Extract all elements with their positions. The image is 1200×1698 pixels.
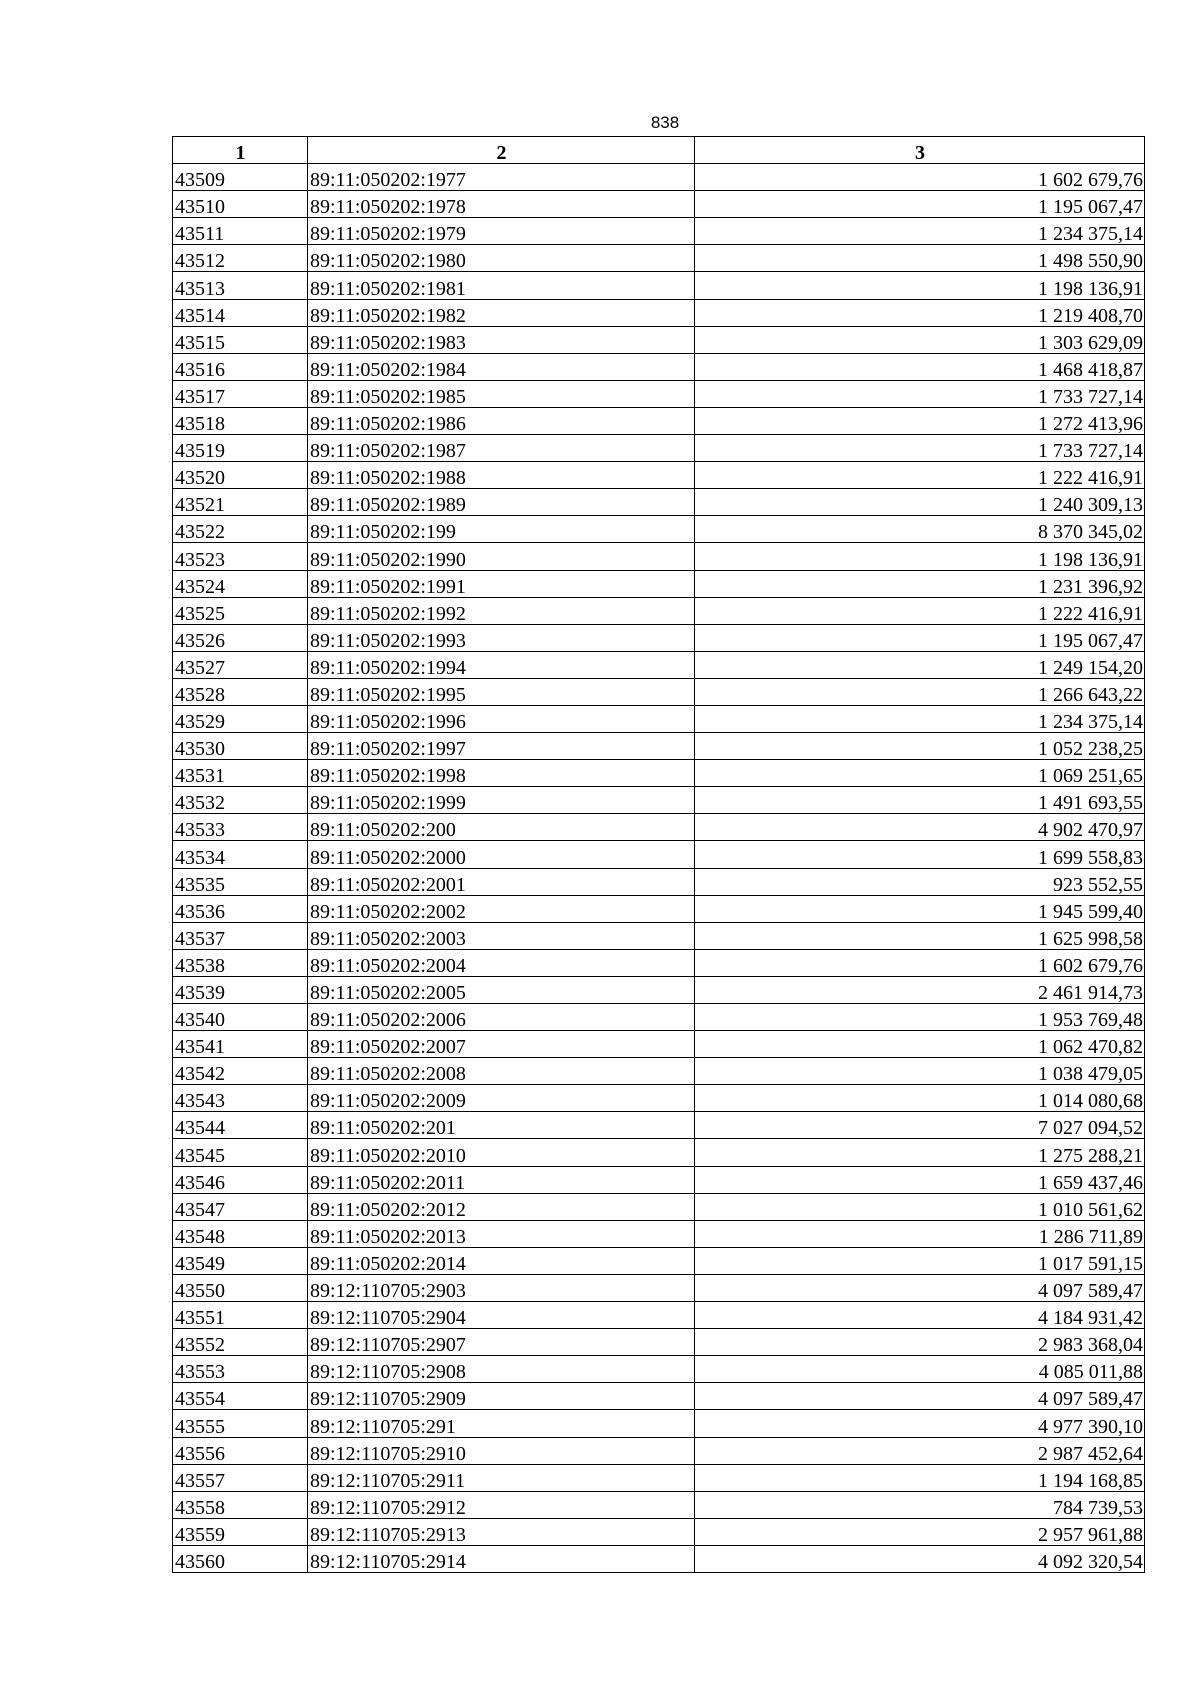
table-row <box>173 1112 1145 1139</box>
cadastral-value: 1 014 080,68 <box>695 1085 1145 1112</box>
header-col-3: 3 <box>695 137 1145 164</box>
row-number: 43511 <box>173 218 308 245</box>
cadastral-value: 1 234 375,14 <box>695 705 1145 732</box>
cadastral-value: 1 275 288,21 <box>695 1139 1145 1166</box>
header-row <box>173 137 1145 164</box>
row-number: 43534 <box>173 841 308 868</box>
table-row <box>173 922 1145 949</box>
cadastral-number: 89:11:050202:1988 <box>308 462 695 489</box>
table-row <box>173 1329 1145 1356</box>
cadastral-number: 89:11:050202:1989 <box>308 489 695 516</box>
table-row <box>173 1247 1145 1274</box>
cadastral-number: 89:11:050202:1987 <box>308 435 695 462</box>
row-number: 43550 <box>173 1274 308 1301</box>
row-number: 43523 <box>173 543 308 570</box>
cadastral-value: 1 195 067,47 <box>695 624 1145 651</box>
cadastral-number: 89:11:050202:2008 <box>308 1058 695 1085</box>
table-row <box>173 1383 1145 1410</box>
row-number: 43520 <box>173 462 308 489</box>
row-number: 43547 <box>173 1193 308 1220</box>
row-number: 43528 <box>173 678 308 705</box>
row-number: 43549 <box>173 1247 308 1274</box>
cadastral-value: 1 010 561,62 <box>695 1193 1145 1220</box>
cadastral-number: 89:11:050202:2002 <box>308 895 695 922</box>
cadastral-value: 4 092 320,54 <box>695 1545 1145 1572</box>
cadastral-value: 1 733 727,14 <box>695 380 1145 407</box>
row-number: 43518 <box>173 407 308 434</box>
cadastral-value: 1 286 711,89 <box>695 1220 1145 1247</box>
row-number: 43560 <box>173 1545 308 1572</box>
row-number: 43522 <box>173 516 308 543</box>
row-number: 43521 <box>173 489 308 516</box>
table-row <box>173 651 1145 678</box>
row-number: 43513 <box>173 272 308 299</box>
cadastral-number: 89:11:050202:1978 <box>308 191 695 218</box>
cadastral-value: 1 659 437,46 <box>695 1166 1145 1193</box>
row-number: 43543 <box>173 1085 308 1112</box>
row-number: 43525 <box>173 597 308 624</box>
cadastral-number: 89:11:050202:1999 <box>308 787 695 814</box>
cadastral-number: 89:12:110705:2907 <box>308 1329 695 1356</box>
row-number: 43515 <box>173 326 308 353</box>
row-number: 43526 <box>173 624 308 651</box>
row-number: 43556 <box>173 1437 308 1464</box>
cadastral-number: 89:11:050202:1995 <box>308 678 695 705</box>
table-row <box>173 1193 1145 1220</box>
cadastral-value: 2 987 452,64 <box>695 1437 1145 1464</box>
cadastral-number: 89:11:050202:1980 <box>308 245 695 272</box>
row-number: 43516 <box>173 353 308 380</box>
table-row <box>173 326 1145 353</box>
table-row <box>173 353 1145 380</box>
page-number: 838 <box>650 113 680 132</box>
row-number: 43545 <box>173 1139 308 1166</box>
table-row <box>173 760 1145 787</box>
row-number: 43530 <box>173 733 308 760</box>
table-row <box>173 164 1145 191</box>
table-row <box>173 1220 1145 1247</box>
row-number: 43548 <box>173 1220 308 1247</box>
cadastral-number: 89:11:050202:1991 <box>308 570 695 597</box>
cadastral-number: 89:11:050202:1993 <box>308 624 695 651</box>
table-row <box>173 976 1145 1003</box>
cadastral-value: 1 272 413,96 <box>695 407 1145 434</box>
cadastral-number: 89:11:050202:2010 <box>308 1139 695 1166</box>
cadastral-number: 89:11:050202:2006 <box>308 1004 695 1031</box>
cadastral-value: 1 733 727,14 <box>695 435 1145 462</box>
cadastral-value: 1 195 067,47 <box>695 191 1145 218</box>
table-row <box>173 814 1145 841</box>
cadastral-value: 1 953 769,48 <box>695 1004 1145 1031</box>
cadastral-value: 2 957 961,88 <box>695 1518 1145 1545</box>
cadastral-value: 1 945 599,40 <box>695 895 1145 922</box>
cadastral-number: 89:11:050202:1997 <box>308 733 695 760</box>
row-number: 43559 <box>173 1518 308 1545</box>
cadastral-value: 1 266 643,22 <box>695 678 1145 705</box>
row-number: 43553 <box>173 1356 308 1383</box>
cadastral-value: 1 194 168,85 <box>695 1464 1145 1491</box>
row-number: 43552 <box>173 1329 308 1356</box>
table-row <box>173 733 1145 760</box>
row-number: 43539 <box>173 976 308 1003</box>
cadastral-value: 2 461 914,73 <box>695 976 1145 1003</box>
cadastral-value: 1 602 679,76 <box>695 164 1145 191</box>
cadastral-number: 89:11:050202:1979 <box>308 218 695 245</box>
cadastral-value: 1 498 550,90 <box>695 245 1145 272</box>
row-number: 43558 <box>173 1491 308 1518</box>
cadastral-value: 1 240 309,13 <box>695 489 1145 516</box>
cadastral-number: 89:11:050202:1985 <box>308 380 695 407</box>
cadastral-number: 89:11:050202:2000 <box>308 841 695 868</box>
cadastral-number: 89:12:110705:2911 <box>308 1464 695 1491</box>
table-row <box>173 1464 1145 1491</box>
cadastral-number: 89:11:050202:200 <box>308 814 695 841</box>
table-row <box>173 1139 1145 1166</box>
cadastral-number: 89:11:050202:2003 <box>308 922 695 949</box>
table-row <box>173 895 1145 922</box>
cadastral-value: 784 739,53 <box>695 1491 1145 1518</box>
cadastral-number: 89:11:050202:1983 <box>308 326 695 353</box>
cadastral-value: 1 234 375,14 <box>695 218 1145 245</box>
cadastral-number: 89:11:050202:2013 <box>308 1220 695 1247</box>
cadastral-number: 89:11:050202:1986 <box>308 407 695 434</box>
row-number: 43519 <box>173 435 308 462</box>
table-row <box>173 949 1145 976</box>
table-row <box>173 1166 1145 1193</box>
row-number: 43533 <box>173 814 308 841</box>
table-row <box>173 570 1145 597</box>
table-row <box>173 1004 1145 1031</box>
row-number: 43514 <box>173 299 308 326</box>
cadastral-value: 1 038 479,05 <box>695 1058 1145 1085</box>
cadastral-value-table <box>172 136 1145 1573</box>
row-number: 43537 <box>173 922 308 949</box>
cadastral-value: 1 052 238,25 <box>695 733 1145 760</box>
row-number: 43509 <box>173 164 308 191</box>
table-row <box>173 1491 1145 1518</box>
table-row <box>173 1356 1145 1383</box>
row-number: 43510 <box>173 191 308 218</box>
cadastral-number: 89:11:050202:199 <box>308 516 695 543</box>
table-row <box>173 543 1145 570</box>
cadastral-number: 89:12:110705:291 <box>308 1410 695 1437</box>
cadastral-value: 1 017 591,15 <box>695 1247 1145 1274</box>
table-row <box>173 1437 1145 1464</box>
table-row <box>173 516 1145 543</box>
row-number: 43555 <box>173 1410 308 1437</box>
table-row <box>173 435 1145 462</box>
row-number: 43512 <box>173 245 308 272</box>
table-row <box>173 1031 1145 1058</box>
row-number: 43541 <box>173 1031 308 1058</box>
table-row <box>173 1518 1145 1545</box>
cadastral-number: 89:12:110705:2914 <box>308 1545 695 1572</box>
row-number: 43535 <box>173 868 308 895</box>
cadastral-value: 1 231 396,92 <box>695 570 1145 597</box>
cadastral-number: 89:11:050202:2004 <box>308 949 695 976</box>
table-row <box>173 489 1145 516</box>
cadastral-number: 89:11:050202:1982 <box>308 299 695 326</box>
cadastral-number: 89:11:050202:1994 <box>308 651 695 678</box>
cadastral-number: 89:11:050202:1981 <box>308 272 695 299</box>
row-number: 43529 <box>173 705 308 732</box>
row-number: 43531 <box>173 760 308 787</box>
row-number: 43557 <box>173 1464 308 1491</box>
cadastral-number: 89:11:050202:1998 <box>308 760 695 787</box>
cadastral-value: 1 303 629,09 <box>695 326 1145 353</box>
row-number: 43517 <box>173 380 308 407</box>
cadastral-value: 1 198 136,91 <box>695 543 1145 570</box>
row-number: 43554 <box>173 1383 308 1410</box>
table-row <box>173 678 1145 705</box>
cadastral-number: 89:11:050202:2007 <box>308 1031 695 1058</box>
cadastral-value: 1 069 251,65 <box>695 760 1145 787</box>
cadastral-value: 1 468 418,87 <box>695 353 1145 380</box>
table-row <box>173 191 1145 218</box>
cadastral-value: 1 249 154,20 <box>695 651 1145 678</box>
cadastral-value: 4 977 390,10 <box>695 1410 1145 1437</box>
table-row <box>173 1274 1145 1301</box>
table-row <box>173 841 1145 868</box>
cadastral-value: 4 097 589,47 <box>695 1383 1145 1410</box>
table-row <box>173 705 1145 732</box>
table-row <box>173 1410 1145 1437</box>
table-row <box>173 1085 1145 1112</box>
row-number: 43532 <box>173 787 308 814</box>
cadastral-value: 1 602 679,76 <box>695 949 1145 976</box>
cadastral-value: 2 983 368,04 <box>695 1329 1145 1356</box>
cadastral-number: 89:11:050202:2005 <box>308 976 695 1003</box>
cadastral-number: 89:12:110705:2903 <box>308 1274 695 1301</box>
row-number: 43538 <box>173 949 308 976</box>
cadastral-number: 89:11:050202:1977 <box>308 164 695 191</box>
row-number: 43540 <box>173 1004 308 1031</box>
cadastral-number: 89:11:050202:1992 <box>308 597 695 624</box>
table-row <box>173 787 1145 814</box>
table-body <box>173 164 1145 1573</box>
cadastral-number: 89:12:110705:2904 <box>308 1302 695 1329</box>
cadastral-number: 89:11:050202:201 <box>308 1112 695 1139</box>
row-number: 43544 <box>173 1112 308 1139</box>
table-row <box>173 218 1145 245</box>
row-number: 43527 <box>173 651 308 678</box>
cadastral-value: 1 699 558,83 <box>695 841 1145 868</box>
header-col-1: 1 <box>173 137 308 164</box>
cadastral-number: 89:11:050202:2011 <box>308 1166 695 1193</box>
cadastral-value: 4 184 931,42 <box>695 1302 1145 1329</box>
cadastral-number: 89:11:050202:1990 <box>308 543 695 570</box>
cadastral-value: 1 491 693,55 <box>695 787 1145 814</box>
row-number: 43546 <box>173 1166 308 1193</box>
row-number: 43524 <box>173 570 308 597</box>
table-header <box>173 137 1145 164</box>
row-number: 43536 <box>173 895 308 922</box>
table-row <box>173 1545 1145 1572</box>
cadastral-number: 89:11:050202:1984 <box>308 353 695 380</box>
table-row <box>173 868 1145 895</box>
cadastral-value: 1 219 408,70 <box>695 299 1145 326</box>
cadastral-value: 1 222 416,91 <box>695 462 1145 489</box>
cadastral-number: 89:12:110705:2913 <box>308 1518 695 1545</box>
cadastral-value: 1 198 136,91 <box>695 272 1145 299</box>
cadastral-number: 89:12:110705:2909 <box>308 1383 695 1410</box>
table-row <box>173 1058 1145 1085</box>
cadastral-number: 89:11:050202:2014 <box>308 1247 695 1274</box>
cadastral-number: 89:12:110705:2910 <box>308 1437 695 1464</box>
table-row <box>173 462 1145 489</box>
table-row <box>173 407 1145 434</box>
row-number: 43551 <box>173 1302 308 1329</box>
cadastral-value: 4 097 589,47 <box>695 1274 1145 1301</box>
cadastral-value: 7 027 094,52 <box>695 1112 1145 1139</box>
cadastral-number: 89:12:110705:2912 <box>308 1491 695 1518</box>
cadastral-number: 89:11:050202:1996 <box>308 705 695 732</box>
table-row <box>173 245 1145 272</box>
cadastral-number: 89:11:050202:2001 <box>308 868 695 895</box>
table-row <box>173 299 1145 326</box>
cadastral-value: 1 625 998,58 <box>695 922 1145 949</box>
row-number: 43542 <box>173 1058 308 1085</box>
cadastral-value: 1 222 416,91 <box>695 597 1145 624</box>
cadastral-value: 923 552,55 <box>695 868 1145 895</box>
cadastral-number: 89:12:110705:2908 <box>308 1356 695 1383</box>
table-row <box>173 272 1145 299</box>
cadastral-value: 8 370 345,02 <box>695 516 1145 543</box>
cadastral-number: 89:11:050202:2012 <box>308 1193 695 1220</box>
table-row <box>173 624 1145 651</box>
table-row <box>173 1302 1145 1329</box>
header-col-2: 2 <box>308 137 695 164</box>
cadastral-value: 4 902 470,97 <box>695 814 1145 841</box>
cadastral-value: 4 085 011,88 <box>695 1356 1145 1383</box>
table-row <box>173 597 1145 624</box>
cadastral-value: 1 062 470,82 <box>695 1031 1145 1058</box>
table-row <box>173 380 1145 407</box>
cadastral-number: 89:11:050202:2009 <box>308 1085 695 1112</box>
